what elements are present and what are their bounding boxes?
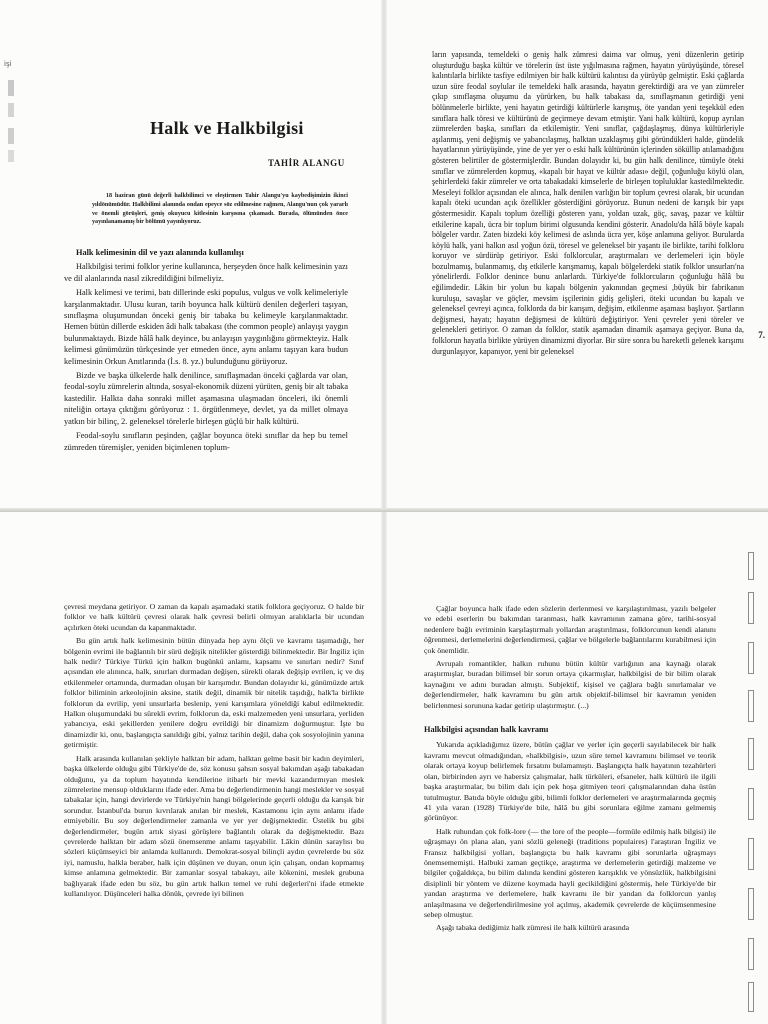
paragraph: Yukarıda açıkladığımız üzere, bütün çağlar ve yerler için geçerli sayılabilecek bir halk kavramı mevcut olmadığından, «halkbilgisi», uzun süre temel kavramını bilimsel ve teorik olarak ortaya koyup belirlemek fırsatını bulamamıştı. Başlangıçta halk hayatının tezahürleri olan, birbirinden ayrı ve habersiz çalışmalar, halk türküleri, efsaneler, halk kültürü ile ilgili başka araştırmalar, bu bilim dalı için pek hoşa gitmiyen teori çalışmalarından daha üstün tutulmuştur. Batıda böyle olduğu gibi, bilimli folklor derlemeleri ve araştırmalarında geçmiş 41 yıla varan (1928) Türkiye'de bile, hâlâ bu gibi sorunlara eğilme zamanı gelmemiş görünüyor. [424, 740, 716, 823]
paragraph: Halk kelimesi ve terimi, batı dillerinde eski populus, vulgus ve volk kelimeleriyle karşılanmaktadır. Ulusu kuran, tarih boyunca halk kültürü denilen değerleri taşıyan, sınıflaşma oluşumundan önceki geniş bir tabaka bu kelimeyle karşılanmaktadır. Hemen bütün dillerde eskiden âdi halk tabakası (the common people) anlayışı yaygın bulunmaktaydı. Bizde hâlâ halk deyince, bu anlayışın yaygınlığını görmekteyiz. Halk kelimesi günümüzün türkçesinde yer etmeden önce, aynı anlamı taşıyan kara budun kelimesinin Orkun Anıtlarında (İ.s. 8. yz.) bulunduğunu görüyoruz. [64, 288, 348, 366]
binding-mark [748, 838, 754, 870]
paragraph: Halk ruhundan çok folk-lore (— the lore of the people—formüle edilmiş halk bilgisi) ile uğraşmayı ön plana alan, yani sözlü geleneği (traditions populaires) l'araştıran İngiliz ve Fransız halkbilgisi yolları, başlangıçta bu halk kavramı gibi sorunlarla uğraşmayı önemsememişti. Halbuki zaman geçtikçe, araştırma ve derlemelerin getirdiği malzeme ve bilgiler çoğaldıkça, bu bilim dalında kendini gösteren karışıklık ve yönsüzlük, halkbilgisini disiplinli bir yöntem ve düzene koymada hayli gecikildiğini göstermiş, hele Türkiye'de bir yandan araştırma ve derlemelere, halk kavramı ile bir yandan da folklorcun yanlış anlaşılmasına ve değerlendirilmesine yol açılmış, akademik çevrelerde de küçümsenmesine sebep olmuştur. [424, 826, 716, 919]
binding-mark [748, 938, 754, 970]
article-author: TAHİR ALANGU [268, 158, 345, 168]
paragraph: Halkbilgisi terimi folklor yerine kullanınca, herşeyden önce halk kelimesinin yazı ve dil alanlarında nasıl zikredildiğini bilmeliyiz. [64, 262, 348, 283]
paragraph: ların yapısında, temeldeki o geniş halk zümresi daima var olmuş, yeni düzenlerin getirip oluşturduğu başka kültür ve törelerin üst üste yığılmasına rağmen, hayatın yürüyüşünde, töresel kalıntılarla birlikte tasfiye edilmiyen bir halk kültürü kalıntısı da yürüyüp gelmiştir. Eski çağlarda uzun süre feodal soylular ile temeldeki halk arasında, hayatın gerektirdiği ara ve yan zümreler çıkıp sınıflaşma oluşumu da yürürken, bu halk tabakası da, sınıflaşmanın getirdiği yeni bölünmelerle birlikte, yeni hayatın getirdiği kültürlerle karışmış, öte yandan yeni teşekkül eden sınıflara halk töresi ve kültürünü de geçirmeye devam etmiştir. Yani halk kültürü, kopup ayrılan zümrelerden başka, sınıfları da etkilemiştir. Yeni sınıflar, çağdaşlaşmış, dünya kültürleriyle aşılanmış, yeni değişmiş ve yabancılaşmış, halktan uzaklaşmış gibi göründükleri halde, gündelik hayatlarının yürüyüşünde, yine de yer yer o eski halk kültürünün içlerinden söküllip atılamadığını gösteren belirtiler de göstermişlerdir. Bundan dolayıdır ki, bu gün halk denilince, tümüyle öteki sınıflar ve zümrelerden kopmuş, «kapalı bir hayat ve kültür adası» değil, çoğunluğu köylü olan, şehirlerdeki fakir zümreler ve orta tabakadaki kimselerle de birleşen topluluklar kastedilmektedir. Meseleyi folklor açısından ele alınca, halk denilen varlığın bir toplum çevresi olarak, bir ucundan kapalı öteki ucundan açık özellikler gösterdiğini görüyoruz. Bunun nedeni de karışık bir yapı göstermesidir. Kapalı toplum özelliği gösteren yanı, yoldan uzak, göç, savaş, pazar ve kültür etkilerine kapalı, ücra bir toplum birimi olgusunda kendini gösterir. Anadolu'da hâlâ böyle kapalı bölgeler vardır. Zaten bizdeki köy kelimesi de aslında ücra yer, köşe anlamına geliyor. Burularda köylü halk, yani halkın asıl yoğun özü, töresel ve geleneksel bir yaşantı ile birlikte, tarihi folkloru koruyor ve sürdürüp getiriyor. Eski folklorcular, araştırmaları ve derlemeleri için böyle bozulmamış, bulanmamış, dış etkilerle karışmamış, kapalı bölgelerdeki statik folklor unsurları'na yönelirlerdi. Folklor denince bunu anlarlardı. Türkiye'de folklorcuların çoğunluğu hâlâ bu eğilimdedir. Lâkin bir yolun bu kapalı bölgenin yakınından geçmesi ,büyük bir fabrikanın kuruluşu, savaşlar ve göçler, mevsim işçilerinin gidiş gelişleri, öteki ucundan bu kapalı ve geleneksel çevreyi açınca, folklorda da bir karışım, değişim, etkilenme aşaması başlıyor. Şartların değişmesi, hayatı; hayatın değişmesi de kültürü değiştiriyor. Yeni çevreler yeni töreler ve gelenekleri getiriyor. O zaman da folklor, statik aşamadan dinamik aşamaya geçiyor. Buna da, folklorun hayatla birlikte yürüyen dinamizmi diyorlar. Bir süre sonra bu hareketli gelenek karışımı durgunlaşıyor, kapanıyor, yeni bir geleneksel [432, 50, 744, 356]
page-number: 7. [758, 330, 765, 340]
page-3-body [64, 602, 364, 899]
section-heading: Halk kelimesinin dil ve yazı alanında kullanılışı [76, 248, 244, 257]
binding-mark [748, 592, 754, 624]
binding-mark [748, 888, 754, 920]
article-title: Halk ve Halkbilgisi [150, 118, 304, 138]
page-4-body [424, 604, 716, 934]
editor-intro-text: 18 haziran günü değerli halkbilimci ve eleştirmen Tahir Alangu'yu kaybedişimizin ikinci yıldönümüdür. Halkbilimi alanında ondan epeyce söz edilmesine rağmen, Alangu'nun çok yararlı ve önemli görüşleri, geniş okuyucu kitlesinin karşısına çıkamadı. Burada, ölümünden önce yayınlanamamış bir bölümü yayınlıyoruz. [92, 193, 348, 226]
section-heading: Halkbilgisi açısından halk kavramı [424, 725, 549, 735]
binding-mark [748, 982, 754, 1012]
binding-mark [748, 738, 754, 770]
binding-mark [748, 552, 754, 580]
gutter [381, 512, 387, 1024]
binding-mark [748, 642, 754, 674]
binding-mark [8, 80, 14, 96]
binding-mark [8, 128, 14, 144]
page-2 [384, 0, 768, 512]
editor-intro [92, 192, 348, 227]
binding-mark [8, 103, 14, 117]
paragraph: çevresi meydana getiriyor. O zaman da kapalı aşamadaki statik folklora geçiyoruz. O halde bir folklor ve halk kültürü çevresi olarak halk çevresi belirli olmıyan aralıklarla bir ucundan açılırken öteki ucundan da kapanmaktadır. [64, 602, 364, 632]
paragraph: Halk arasında kullanılan şekliyle halktan bir adam, halktan gelme basit bir kadın deyimleri, başka ülkelerde olduğu gibi Türkiye'de de, söz konusu şahsın sosyal bakımdan aşağı tabakadan olduğunu, ya da toplum hayatında kendilerine itibarlı bir mevki kazandırmıyan meslek zümrelerine mensup olduklarını ifade eder. Ama bu değerlendirmenin hangi meslekler ve sosyal tabakalar için, hangi devirlerde ve Türkiye'nin hangi bölgelerinde geçerli olduğu da karışık bir sorundur. İstanbul'da burun kıvrılarak anılan bir meslek, Kastamonu için aynı anlamı ifade etmiyebilir. Bu soy değerlendirmeler zamanla ve yer yer değişmektedir. Üstelik bu gibi değerlendirmeler, bugün artık siyasi görüşlere bağlantılı olarak da değişmektedir. Bazı çevrelerde halktan bir adam sözü önemsenme anlamı taşıyabilir. Lâkin dünün saraylısı bu sözleri küçümseyici bir anlamda kullanırdı. Demokrat-sosyal bilinçli aydın çevrelerde bu söz iyi, namuslu, halkla beraber, halk için düşünen ve duyan, onun için çalışan, ondan kopmamış kimse anlamına gelmektedir. Bir zamanlar sosyal tabakayı, aile kökenini, meslek grubuna bağlıyarak ifade eden bu söz, bu gün artık halkın temel ve ruhi değerleri'ni ifade etmekte kullanılıyor. Düşünceleri halka dönük, çevrede iyi bilinen [64, 753, 364, 898]
gutter [381, 0, 387, 512]
binding-mark [8, 150, 14, 162]
page-1 [0, 0, 384, 512]
page-1-body [64, 247, 348, 453]
paragraph: Feodal-soylu sınıfların peşinden, çağlar boyunca öteki sınıflar da hep bu temel zümreden türemişler, yeniden biçimlenen toplum- [64, 431, 348, 452]
bottom-spread [0, 512, 768, 1024]
binding-mark [748, 788, 754, 820]
paragraph: Bizde ve başka ülkelerde halk denilince, sınıflaşmadan önceki çağlarda var olan, feodal-soylu zümrelerin altında, sosyal-ekonomik düzeni yürüten, geniş bir alt tabaka kastedilir. Halkta daha sonraki millet aşamasına ulaşmadan önceleri, iki önemli niteliğin ortaya çıktığını görüyoruz : 1. örgütlenmeye, devlet, ya da millet olmaya yatkın bir bilinç, 2. geleneksel törelerle birleşen güçlü bir halk kültürü. [64, 371, 348, 426]
margin-label: işi [4, 60, 12, 68]
page-3 [0, 512, 384, 1024]
paragraph: Bu gün artık halk kelimesinin bütün dünyada hep aynı ölçü ve kavramı taşımadığı, her bölgenin evrimi ile bağlantılı bir sürü değişik nitelikler gösterdiği bilinmektedir. Bir İngiliz için halk nedir? Türkiye Türkü için halkın bugünkü anlamı, kapsamı ve sınırları nedir? Sınıf açısından ele alınınca, halk, sınırları durmadan değişen, sürekli olarak değişip evrilen, iç ve dış etkilenmeler ortamında, durmadan oluşan bir karışımdır. Bundan dolayıdır ki, günümüzde artık folklor biliminin arkeolojinin aksine, statik değil, dinamik bir nitelik taşıdığı, halk'la birlikte folklorun da evrilip, yeni unsurlarla beslenip, yeni karışımlara yöneldiği kabul edilmektedir. Halkın oluşumundaki bu sürekli evrim, folklorun da, eski malzemeden yeni unsurlara, yerliden yabancıya, eski şekillerden yenilere doğru evrildiği bir dinamizm doğurmuştur. İşte bu dinamizdir ki, onu, başlangıçta sanıldığı gibi, yalnız tarihin değil, daha çok sosyolojinin yanına getirmiştir. [64, 636, 364, 750]
paragraph: Avrupalı romantikler, halkın ruhunu bütün kültür varlığının ana kaynağı olarak araştırmışlar, buradan bilimsel bir sorun ortaya çıkarmışlar, halkbilgisi de bir bilim olarak kaynağını ve adını buradan almıştı. Subjektif, kişisel ve çağlara bağlı sınırlamalar ve değerlendirmeler, halk kavramını bu gün artık objektif-bilimsel bir kavramın yeniden belirlenmesi sorununa kadar getirip ulaştırmıştır. (...) [424, 659, 716, 710]
binding-mark [748, 690, 754, 722]
paragraph: Aşağı tabaka dediğimiz halk zümresi ile halk kültürü arasında [436, 923, 630, 933]
paragraph: Çağlar boyunca halk ifade eden sözlerin derlenmesi ve karşılaştırılması, yazılı belgeler ve edebi eserlerin bu bakımdan taranması, halk kavramının zamana göre, tarihi-sosyal nedenlere bağlı evriminin karşılaştırmalı yollardan araştırılması, folklorcunun kendi alanını öğrenmesi, derlemelerini değerlendirmesi, çağlar ve bölgelerle bağlantılarını kurabilmesi için çok önemlidir. [424, 604, 716, 655]
page-4 [384, 512, 768, 1024]
page-2-body [432, 50, 744, 357]
